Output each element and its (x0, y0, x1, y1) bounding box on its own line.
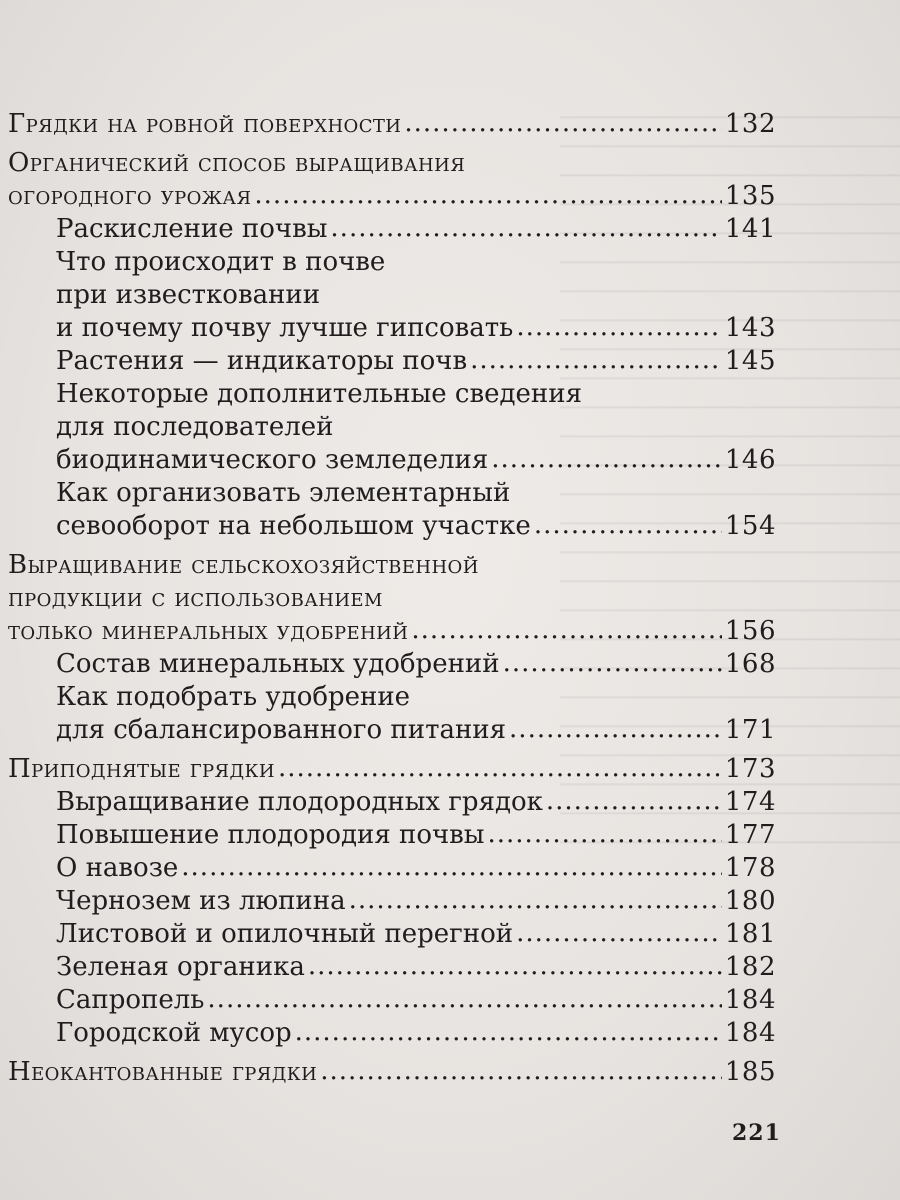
toc-entry-title-line: Некоторые дополнительные сведения (56, 379, 582, 409)
toc-entry-title-line: Раскисление почвы (56, 214, 328, 244)
toc-section (8, 648, 776, 681)
toc-entry-title-line: только минеральных удобрений (8, 616, 409, 646)
toc-entry-title-line: для последователей (56, 412, 334, 442)
dot-leader (349, 884, 722, 917)
toc-page-number: 178 (724, 853, 776, 883)
toc-page-number: 181 (724, 919, 776, 949)
toc-entry-title-line: Грядки на ровной поверхности (8, 109, 402, 139)
toc-page-number: 182 (724, 952, 776, 982)
toc-entry-title-line: Выращивание сельскохозяйственной (8, 550, 479, 580)
toc-entry-row (56, 714, 776, 747)
dot-leader (295, 1016, 722, 1049)
toc-page-number: 173 (724, 754, 776, 784)
toc-entry-title-line: Листовой и опилочный перегной (56, 919, 514, 949)
toc-page-number: 145 (724, 346, 776, 376)
toc-entry-row (8, 180, 776, 213)
toc-page-number: 177 (724, 820, 776, 850)
toc-section (8, 852, 776, 885)
toc-entry-row (8, 1056, 776, 1089)
toc-entry-row (56, 918, 776, 951)
dot-leader (404, 107, 721, 140)
toc-entry-row (8, 615, 776, 648)
toc-entry-title-line: Как организовать элементарный (56, 478, 511, 508)
toc-section (8, 786, 776, 819)
toc-entry-row (56, 1017, 776, 1050)
toc-entry-row (56, 951, 776, 984)
toc-entry-title-line: Что происходит в почве (56, 247, 386, 277)
toc-entry-row (8, 753, 776, 786)
toc-entry-title-line: Чернозем из люпина (56, 886, 346, 916)
toc-entry-row (56, 819, 776, 852)
toc-page-number: 135 (724, 181, 776, 211)
toc-page-number: 174 (724, 787, 776, 817)
toc-entry-title-line: Неокантованные грядки (8, 1057, 318, 1087)
toc-page-number: 154 (724, 511, 776, 541)
toc-entry-title-line: Растения — индикаторы почв (56, 346, 468, 376)
toc-entry-row (56, 648, 776, 681)
toc-entry-row (56, 852, 776, 885)
dot-leader (503, 647, 722, 680)
toc-section (8, 378, 776, 477)
toc-chapter (8, 147, 776, 213)
toc-section (8, 885, 776, 918)
toc-page-number: 180 (724, 886, 776, 916)
toc-chapter (8, 1056, 776, 1089)
toc-page-number: 184 (724, 1018, 776, 1048)
toc-page-number: 146 (724, 445, 776, 475)
toc-page-number: 184 (724, 985, 776, 1015)
toc-section (8, 1017, 776, 1050)
toc-entry-title-line: Выращивание плодородных грядок (56, 787, 543, 817)
toc-chapter (8, 753, 776, 786)
table-of-contents (8, 108, 776, 1089)
dot-leader (488, 818, 722, 851)
toc-entry-title-line: для сбалансированного питания (56, 715, 507, 745)
toc-page-number: 143 (724, 313, 776, 343)
toc-entry-title-line: и почему почву лучше гипсовать (56, 313, 514, 343)
toc-entry-title-line: огородного урожая (8, 181, 252, 211)
toc-chapter (8, 108, 776, 141)
dot-leader (320, 1055, 722, 1088)
dot-leader (470, 344, 722, 377)
toc-section (8, 246, 776, 345)
toc-section (8, 345, 776, 378)
dot-leader (534, 509, 722, 542)
toc-entry-row (56, 312, 776, 345)
dot-leader (330, 212, 721, 245)
toc-entry-title-line: О навозе (56, 853, 179, 883)
dot-leader (546, 785, 722, 818)
dot-leader (411, 614, 721, 647)
toc-page-number: 132 (724, 109, 776, 139)
toc-entry-title-line: Городской мусор (56, 1018, 292, 1048)
toc-page-number: 156 (724, 616, 776, 646)
toc-entry-row (8, 108, 776, 141)
toc-entry-row (56, 786, 776, 819)
toc-page-number: 171 (724, 715, 776, 745)
dot-leader (491, 443, 722, 476)
toc-page-number: 168 (724, 649, 776, 679)
toc-entry-title-line: Сапропель (56, 985, 205, 1015)
dot-leader (278, 752, 722, 785)
toc-section (8, 681, 776, 747)
toc-entry-title-line: Как подобрать удобрение (56, 682, 411, 712)
toc-section (8, 477, 776, 543)
toc-page-number: 185 (724, 1057, 776, 1087)
toc-entry-title-line: при известковании (56, 280, 321, 310)
toc-chapter (8, 549, 776, 648)
toc-entry-title-line: Зеленая органика (56, 952, 305, 982)
toc-section (8, 951, 776, 984)
toc-entry-title-line: Повышение плодородия почвы (56, 820, 485, 850)
dot-leader (516, 311, 722, 344)
toc-entry-title-line: продукции с использованием (8, 583, 383, 613)
toc-entry-title-line: Состав минеральных удобрений (56, 649, 500, 679)
toc-page-number: 141 (724, 214, 776, 244)
toc-entry-row (56, 345, 776, 378)
dot-leader (516, 917, 722, 950)
dot-leader (181, 851, 722, 884)
toc-entry-row (56, 510, 776, 543)
toc-entry-title-line: севооборот на небольшом участке (56, 511, 531, 541)
dot-leader (207, 983, 721, 1016)
dot-leader (509, 713, 722, 746)
toc-entry-title-line: Приподнятые грядки (8, 754, 275, 784)
toc-entry-row (56, 984, 776, 1017)
toc-section (8, 918, 776, 951)
toc-entry-title-line: Органический способ выращивания (8, 148, 466, 178)
toc-entry-row (56, 444, 776, 477)
toc-entry-row (56, 213, 776, 246)
dot-leader (254, 179, 721, 212)
dot-leader (308, 950, 722, 983)
toc-section (8, 213, 776, 246)
toc-section (8, 984, 776, 1017)
page-number: 221 (732, 1120, 781, 1146)
toc-entry-row (56, 885, 776, 918)
toc-section (8, 819, 776, 852)
toc-entry-title-line: биодинамического земледелия (56, 445, 489, 475)
